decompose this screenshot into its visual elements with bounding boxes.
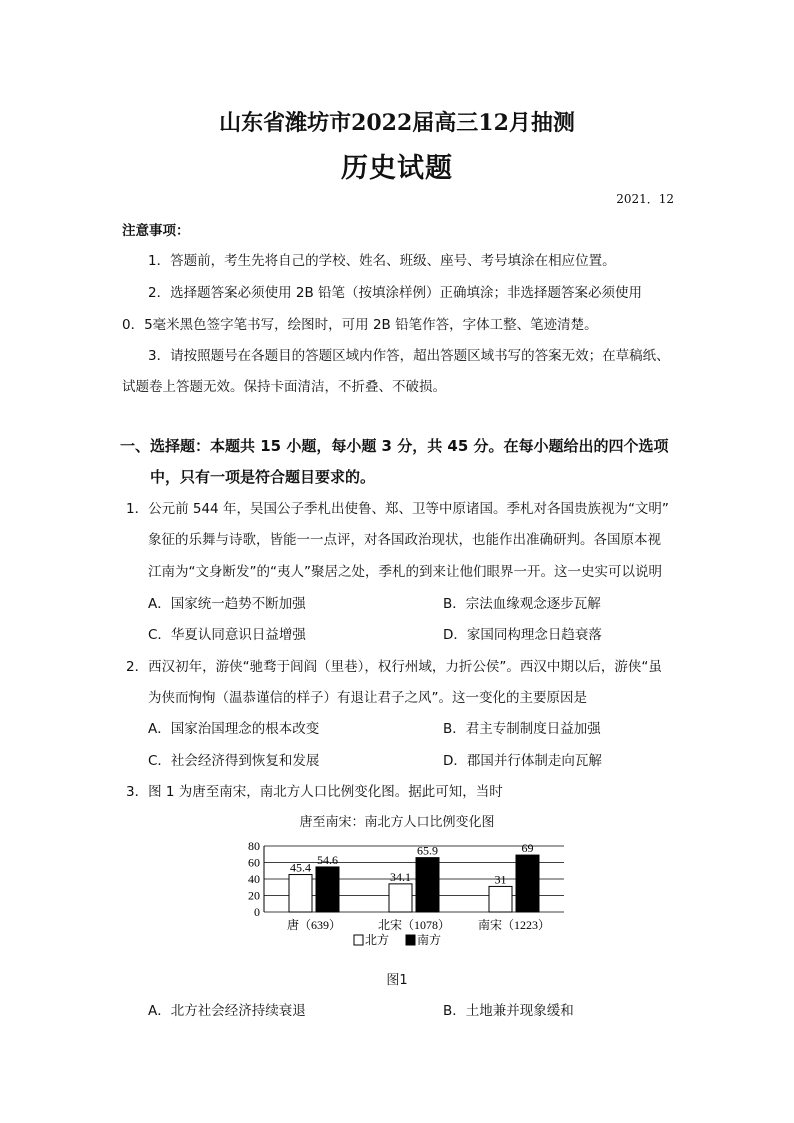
category-label: 唐（639） <box>286 918 342 932</box>
q2-option-c: C．社会经济得到恢复和发展 <box>148 753 320 769</box>
bar-north <box>389 884 412 912</box>
bar-south <box>516 855 539 912</box>
bar-north <box>489 886 512 912</box>
y-tick-label: 40 <box>248 872 260 886</box>
data-label: 65.9 <box>417 843 438 858</box>
legend-label: 南方 <box>417 933 442 947</box>
y-tick-label: 80 <box>248 839 260 853</box>
q1-option-d: D．家国同构理念日趋衰落 <box>443 627 602 643</box>
bar-north <box>289 875 312 912</box>
notice-line-4: 3．请按照题号在各题目的答题区域内作答，超出答题区域书写的答案无效；在草稿纸、 <box>148 348 670 364</box>
q1-option-b: B．宗法血缘观念逐步瓦解 <box>443 596 601 612</box>
q2-option-a: A．国家治国理念的根本改变 <box>148 721 320 737</box>
category-label: 北宋（1078） <box>377 918 451 932</box>
data-label: 31 <box>494 872 507 887</box>
q2-stem-line-1: 2．西汉初年，游侠“驰骛于闾阎（里巷），权行州域，力折公侯”。西汉中期以后，游侠“虽 <box>126 659 662 675</box>
data-label: 34.1 <box>390 869 411 884</box>
y-tick-label: 0 <box>254 905 260 919</box>
bar-south <box>416 858 439 912</box>
category-label: 南宋（1223） <box>477 918 551 932</box>
subject-title: 历史试题 <box>341 153 453 184</box>
legend-label: 北方 <box>365 933 390 947</box>
q1-option-c: C．华夏认同意识日益增强 <box>148 627 306 643</box>
notice-line-2: 2．选择题答案必须使用 2B 铅笔（按填涂样例）正确填涂；非选择题答案必须使用 <box>148 285 643 301</box>
q2-option-d: D．郡国并行体制走向瓦解 <box>443 753 602 769</box>
section-heading-line-1: 一、选择题：本题共 15 小题，每小题 3 分，共 45 分。在每小题给出的四个选项 <box>120 437 669 455</box>
legend-swatch <box>354 935 363 945</box>
q2-stem-line-2: 为侠而恂恂（温恭谨信的样子）有退让君子之风”。这一变化的主要原因是 <box>148 690 587 706</box>
y-tick-label: 20 <box>248 888 260 903</box>
q1-option-a: A．国家统一趋势不断加强 <box>148 596 306 612</box>
q1-stem-line-3: 江南为“文身断发”的“夷人”聚居之处，季札的到来让他们眼界一开。这一史实可以说明 <box>148 564 662 580</box>
legend-swatch <box>406 935 415 945</box>
data-label: 45.4 <box>290 860 311 875</box>
q3-option-b: B．土地兼并现象缓和 <box>443 1003 574 1019</box>
chart-title: 唐至南宋：南北方人口比例变化图 <box>299 815 495 830</box>
notice-line-5: 试题卷上答题无效。保持卡面清洁，不折叠、不破损。 <box>122 379 446 395</box>
q3-stem: 3．图 1 为唐至南宋，南北方人口比例变化图。据此可知，当时 <box>126 784 503 800</box>
notice-heading: 注意事项： <box>122 223 190 239</box>
exam-title: 山东省潍坊市2022届高三12月抽测 <box>219 110 575 136</box>
data-label: 54.6 <box>317 852 338 867</box>
exam-date: 2021．12 <box>616 192 674 206</box>
population-ratio-chart <box>234 832 574 962</box>
section-heading-line-2: 中，只有一项是符合题目要求的。 <box>150 468 376 486</box>
q1-stem-line-1: 1．公元前 544 年，吴国公子季札出使鲁、郑、卫等中原诸国。季札对各国贵族视为“文明” <box>126 501 669 517</box>
q2-option-b: B．君主专制制度日益加强 <box>443 721 601 737</box>
notice-line-3: 0．5毫米黑色签字笔书写，绘图时，可用 2B 铅笔作答，字体工整、笔迹清楚。 <box>122 317 598 333</box>
q3-option-a: A．北方社会经济持续衰退 <box>148 1003 306 1019</box>
data-label: 69 <box>521 841 534 856</box>
q1-stem-line-2: 象征的乐舞与诗歌，皆能一一点评，对各国政治现状，也能作出准确研判。各国原本视 <box>148 532 661 548</box>
bar-south <box>316 867 339 912</box>
figure-label: 图1 <box>386 973 408 988</box>
y-tick-label: 60 <box>248 855 260 870</box>
notice-line-1: 1．答题前，考生先将自己的学校、姓名、班级、座号、考号填涂在相应位置。 <box>148 253 616 269</box>
